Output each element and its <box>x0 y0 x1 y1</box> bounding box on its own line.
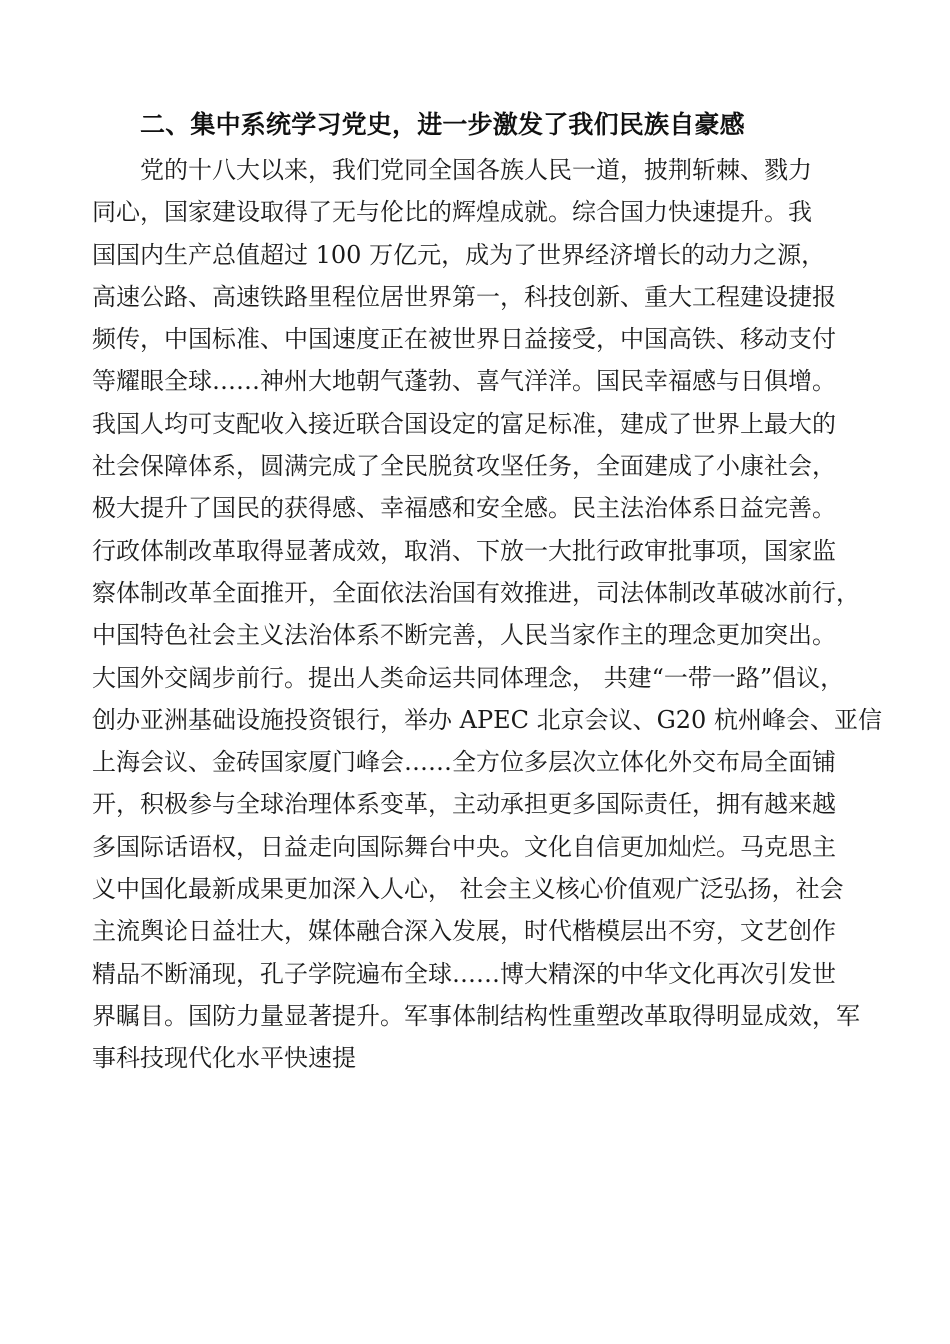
text-line: 主流舆论日益壮大，媒体融合深入发展，时代楷模层出不穷，文艺创作 <box>92 917 836 946</box>
text-line: 精品不断涌现，孔子学院遍布全球……博大精深的中华文化再次引发世 <box>92 959 836 988</box>
text-line: 中国特色社会主义法治体系不断完善，人民当家作主的理念更加突出。 <box>92 621 836 650</box>
text-line: 党的十八大以来，我们党同全国各族人民一道，披荆斩棘、戮力 <box>140 156 812 184</box>
text-line: 大国外交阔步前行。提出人类命运共同体理念， 共建“一带一路”倡议， <box>92 663 845 692</box>
text-line: 频传，中国标准、中国速度正在被世界日益接受，中国高铁、移动支付 <box>92 325 836 354</box>
text-line: 同心，国家建设取得了无与伦比的辉煌成就。综合国力快速提升。我 <box>92 198 812 227</box>
text-line: 上海会议、金砖国家厦门峰会……全方位多层次立体化外交布局全面铺 <box>92 748 836 777</box>
text-line: 极大提升了国民的获得感、幸福感和安全感。民主法治体系日益完善。 <box>92 494 836 523</box>
text-line: 高速公路、高速铁路里程位居世界第一，科技创新、重大工程建设捷报 <box>92 282 836 311</box>
text-line: 社会保障体系，圆满完成了全民脱贫攻坚任务，全面建成了小康社会， <box>92 452 836 481</box>
text-line: 创办亚洲基础设施投资银行，举办 APEC 北京会议、G20 杭州峰会、亚信 <box>92 705 882 734</box>
text-line: 国国内生产总值超过 100 万亿元，成为了世界经济增长的动力之源， <box>92 240 826 269</box>
text-line: 等耀眼全球……神州大地朝气蓬勃、喜气洋洋。国民幸福感与日俱增。 <box>92 367 836 396</box>
text-line: 界瞩目。国防力量显著提升。军事体制结构性重塑改革取得明显成效，军 <box>92 1001 860 1030</box>
text-line: 察体制改革全面推开，全面依法治国有效推进，司法体制改革破冰前行， <box>92 578 860 607</box>
body-paragraph <box>92 149 882 1080</box>
text-line: 我国人均可支配收入接近联合国设定的富足标准，建成了世界上最大的 <box>92 409 836 438</box>
text-line: 多国际话语权，日益走向国际舞台中央。文化自信更加灿烂。马克思主 <box>92 832 836 861</box>
section-heading: 二、集中系统学习党史，进一步激发了我们民族自豪感 <box>140 110 745 139</box>
text-line: 行政体制改革取得显著成效，取消、下放一大批行政审批事项，国家监 <box>92 536 836 565</box>
text-line: 事科技现代化水平快速提 <box>92 1044 356 1073</box>
text-line: 义中国化最新成果更加深入人心， 社会主义核心价值观广泛弘扬，社会 <box>92 875 844 904</box>
text-line: 开，积极参与全球治理体系变革，主动承担更多国际责任，拥有越来越 <box>92 790 836 819</box>
